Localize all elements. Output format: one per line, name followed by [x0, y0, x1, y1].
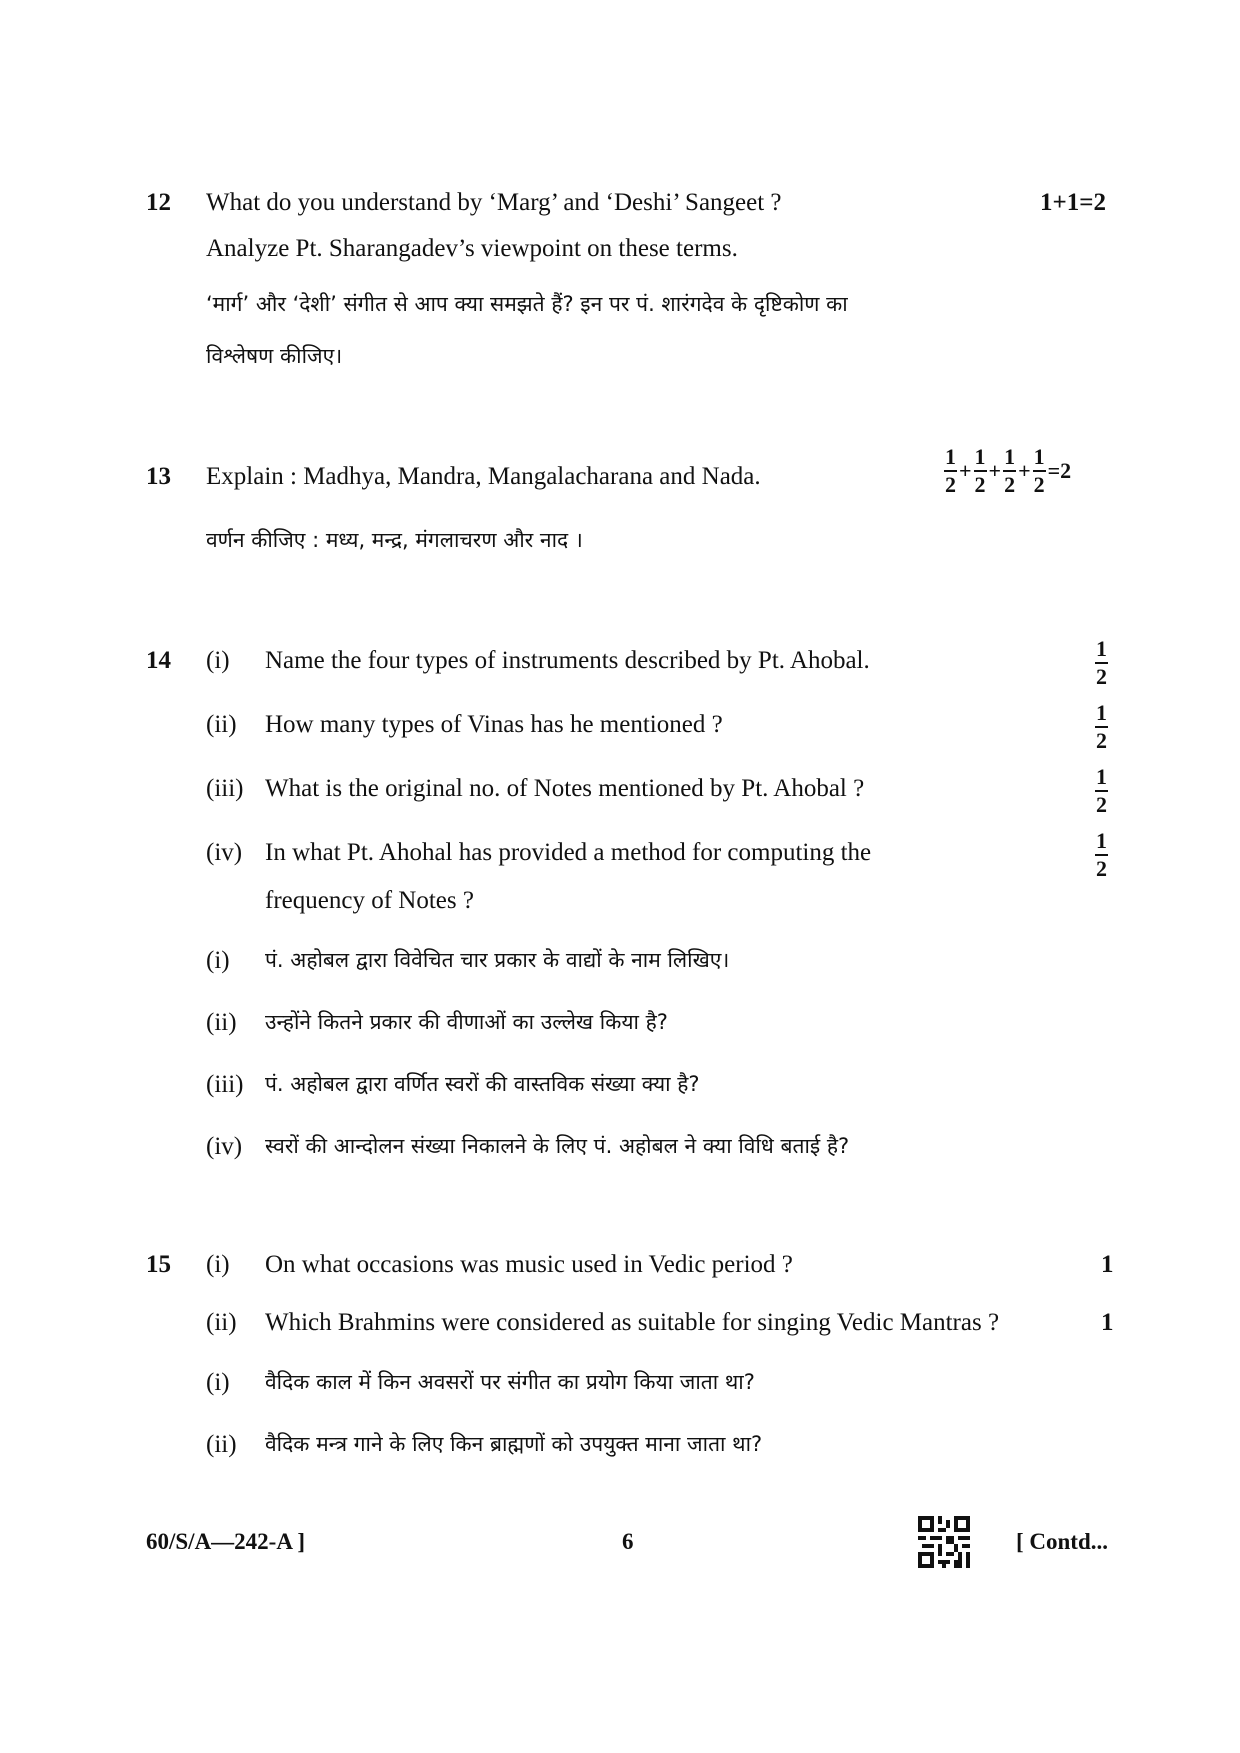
q14-part-marks: $\frac{1}{2}$: [1096, 700, 1107, 753]
q12-number: 12: [146, 189, 171, 216]
q14-part-label: (iii): [206, 775, 244, 802]
q14-part-text: What is the original no. of Notes mentioned by Pt. Ahobal ?: [265, 775, 865, 802]
page-number: 6: [622, 1529, 634, 1554]
q14-hindi-text: पं. अहोबल द्वारा विवेचित चार प्रकार के वाद्यों के नाम लिखिए।: [265, 948, 730, 972]
q13-hindi: वर्णन कीजिए : मध्य, मन्द्र, मंगलाचरण और नाद ।: [206, 528, 583, 552]
q13-number: 13: [146, 463, 171, 490]
q14-part-label: (i): [206, 647, 230, 674]
q14-part-text: Name the four types of instruments described by Pt. Ahobal.: [265, 647, 870, 674]
continued-note: [ Contd...: [1016, 1529, 1109, 1554]
paper-code: 60/S/A—242-A ]: [146, 1529, 306, 1554]
fraction-half: $\frac{1}{2}$: [1004, 444, 1016, 497]
q14-number: 14: [146, 647, 171, 674]
q14-part-text: In what Pt. Ahohal has provided a method for computing the: [265, 839, 872, 866]
q15-part-marks: 1: [1101, 1251, 1114, 1278]
q14-part-marks: $\frac{1}{2}$: [1096, 828, 1107, 881]
q15-part-text: On what occasions was music used in Vedic period ?: [265, 1251, 793, 1278]
q15-hindi-label: (ii): [206, 1431, 237, 1458]
q15-number: 15: [146, 1251, 171, 1278]
q15-part-text: Which Brahmins were considered as suitable for singing Vedic Mantras ?: [265, 1309, 1000, 1336]
q15-part-label: (i): [206, 1251, 230, 1278]
q14-part-label: (ii): [206, 711, 237, 738]
q15-hindi-text: वैदिक मन्त्र गाने के लिए किन ब्राह्मणों को उपयुक्त माना जाता था?: [265, 1432, 763, 1456]
q14-hindi-label: (i): [206, 947, 230, 974]
q14-hindi-text: पं. अहोबल द्वारा वर्णित स्वरों की वास्तविक संख्या क्या है?: [265, 1072, 700, 1096]
q15-part-marks: 1: [1101, 1309, 1114, 1336]
q12-hindi-line2: विश्लेषण कीजिए।: [206, 344, 343, 368]
q13-marks: $\frac{1}{2}$ + $\frac{1}{2}$ + $\frac{1}{2}$ + $\frac{1}{2}$ =2: [945, 444, 1072, 497]
q14-hindi-text: स्वरों की आन्दोलन संख्या निकालने के लिए पं. अहोबल ने क्या विधि बताई है?: [265, 1134, 850, 1158]
q14-part-label: (iv): [206, 839, 243, 866]
fraction-half: $\frac{1}{2}$: [945, 444, 956, 497]
q13-english: Explain : Madhya, Mandra, Mangalacharana and Nada.: [206, 463, 761, 490]
q15-hindi-text: वैदिक काल में किन अवसरों पर संगीत का प्रयोग किया जाता था?: [265, 1370, 755, 1394]
q12-english-line1: What do you understand by ‘Marg’ and ‘Deshi’ Sangeet ?: [206, 189, 782, 216]
q14-part-marks: $\frac{1}{2}$: [1096, 636, 1107, 689]
q14-part-marks: $\frac{1}{2}$: [1096, 764, 1107, 817]
q12-hindi-line1: ‘मार्ग’ और ‘देशी’ संगीत से आप क्या समझते हैं? इन पर पं. शारंगदेव के दृष्टिकोण का: [206, 292, 848, 316]
q14-part-text: How many types of Vinas has he mentioned ?: [265, 711, 723, 738]
fraction-half: $\frac{1}{2}$: [1033, 444, 1045, 497]
q12-english-line2: Analyze Pt. Sharangadev’s viewpoint on these terms.: [206, 235, 738, 262]
q15-hindi-label: (i): [206, 1369, 230, 1396]
q12-marks: 1+1=2: [1040, 189, 1106, 216]
q15-part-label: (ii): [206, 1309, 237, 1336]
q14-hindi-label: (ii): [206, 1009, 237, 1036]
q14-hindi-label: (iii): [206, 1071, 244, 1098]
q14-hindi-label: (iv): [206, 1133, 243, 1160]
fraction-half: $\frac{1}{2}$: [974, 444, 986, 497]
qr-code-icon: [918, 1516, 970, 1568]
q14-hindi-text: उन्होंने कितने प्रकार की वीणाओं का उल्लेख किया है?: [265, 1010, 668, 1034]
q14-part-text-cont: frequency of Notes ?: [265, 887, 474, 914]
